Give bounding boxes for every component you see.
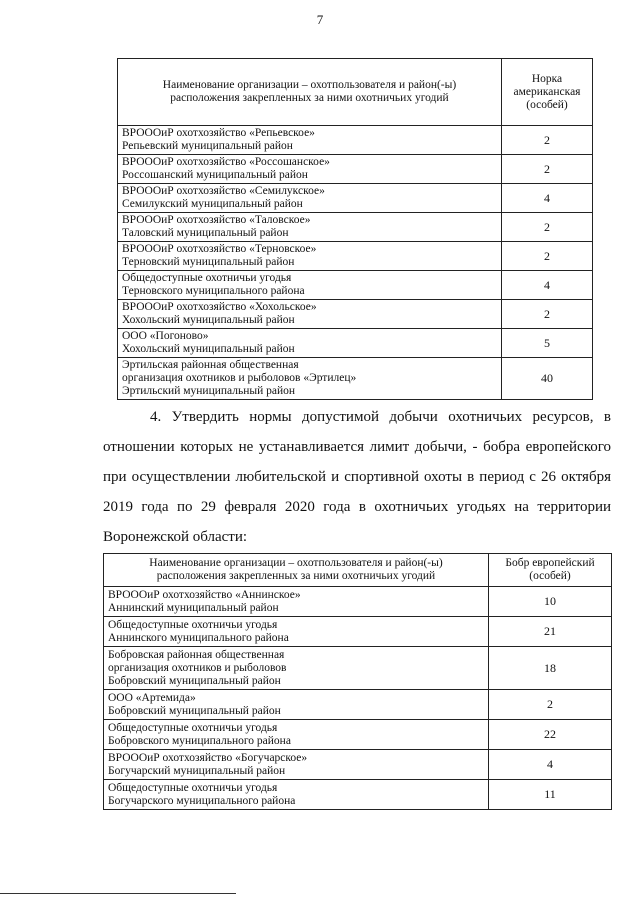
quota-cell: 2 [502, 213, 593, 242]
quota-cell: 2 [502, 300, 593, 329]
footer-divider [0, 893, 236, 894]
quota-cell: 40 [502, 358, 593, 400]
quota-cell: 22 [489, 720, 612, 750]
organization-cell: Общедоступные охотничьи угодья Аннинского муниципального района [104, 617, 489, 647]
table-row [118, 155, 593, 184]
table-row [118, 329, 593, 358]
organization-cell: ВРОООиР охотхозяйство «Репьевское» Репьевский муниципальный район [118, 126, 502, 155]
quota-cell: 11 [489, 780, 612, 810]
table-row [118, 271, 593, 300]
organization-cell: Эртильская районная общественная организация охотников и рыболовов «Эртилец» Эртильский муниципальный район [118, 358, 502, 400]
organization-cell: ООО «Погоново» Хохольский муниципальный район [118, 329, 502, 358]
quota-cell: 2 [489, 690, 612, 720]
table-row [104, 720, 612, 750]
quota-cell: 2 [502, 126, 593, 155]
table-row [104, 750, 612, 780]
table-header-row [104, 554, 612, 587]
table-row [104, 617, 612, 647]
table-row [118, 300, 593, 329]
quota-cell: 10 [489, 587, 612, 617]
organization-cell: Общедоступные охотничьи угодья Богучарского муниципального района [104, 780, 489, 810]
organization-cell: ВРОООиР охотхозяйство «Терновское» Терновский муниципальный район [118, 242, 502, 271]
page-number: 7 [316, 12, 324, 27]
table-row [104, 690, 612, 720]
table-row [118, 126, 593, 155]
table-header-row [118, 59, 593, 126]
mink-quota-table [117, 58, 593, 400]
organization-cell: ВРОООиР охотхозяйство «Аннинское» Аннинский муниципальный район [104, 587, 489, 617]
organization-cell: ВРОООиР охотхозяйство «Семилукское» Семилукский муниципальный район [118, 184, 502, 213]
header-beaver-count: Бобр европейский (особей) [489, 554, 612, 587]
table-row [118, 213, 593, 242]
organization-cell: ВРОООиР охотхозяйство «Россошанское» Россошанский муниципальный район [118, 155, 502, 184]
table-row [104, 587, 612, 617]
organization-cell: Общедоступные охотничьи угодья Терновского муниципального района [118, 271, 502, 300]
table-row [118, 184, 593, 213]
organization-cell: ВРОООиР охотхозяйство «Таловское» Таловский муниципальный район [118, 213, 502, 242]
table-row [118, 242, 593, 271]
organization-cell: ВРОООиР охотхозяйство «Богучарское» Богучарский муниципальный район [104, 750, 489, 780]
quota-cell: 4 [489, 750, 612, 780]
organization-cell: Бобровская районная общественная организация охотников и рыболовов Бобровский муниципальный район [104, 647, 489, 690]
quota-cell: 4 [502, 271, 593, 300]
header-organization: Наименование организации – охотпользователя и район(-ы) расположения закрепленных за ними охотничьих угодий [118, 59, 502, 126]
quota-cell: 5 [502, 329, 593, 358]
quota-cell: 18 [489, 647, 612, 690]
table-row [118, 358, 593, 400]
organization-cell: Общедоступные охотничьи угодья Бобровского муниципального района [104, 720, 489, 750]
quota-cell: 4 [502, 184, 593, 213]
paragraph-item-4: 4. Утвердить нормы допустимой добычи охотничьих ресурсов, в отношении которых не устанавливается лимит добычи, - бобра европейского при осуществлении любительской и спортивной охоты в период с 26 октября 2019 года по 29 февраля 2020 года в охотничьих угодьях на территории Воронежской области: [103, 409, 611, 545]
quota-cell: 2 [502, 155, 593, 184]
table-row [104, 780, 612, 810]
beaver-quota-table [103, 553, 612, 810]
organization-cell: ВРОООиР охотхозяйство «Хохольское» Хохольский муниципальный район [118, 300, 502, 329]
quota-cell: 2 [502, 242, 593, 271]
header-mink-count: Норка американская (особей) [502, 59, 593, 126]
quota-cell: 21 [489, 617, 612, 647]
header-organization: Наименование организации – охотпользователя и район(-ы) расположения закрепленных за ними охотничьих угодий [104, 554, 489, 587]
organization-cell: ООО «Артемида» Бобровский муниципальный район [104, 690, 489, 720]
table-row [104, 647, 612, 690]
